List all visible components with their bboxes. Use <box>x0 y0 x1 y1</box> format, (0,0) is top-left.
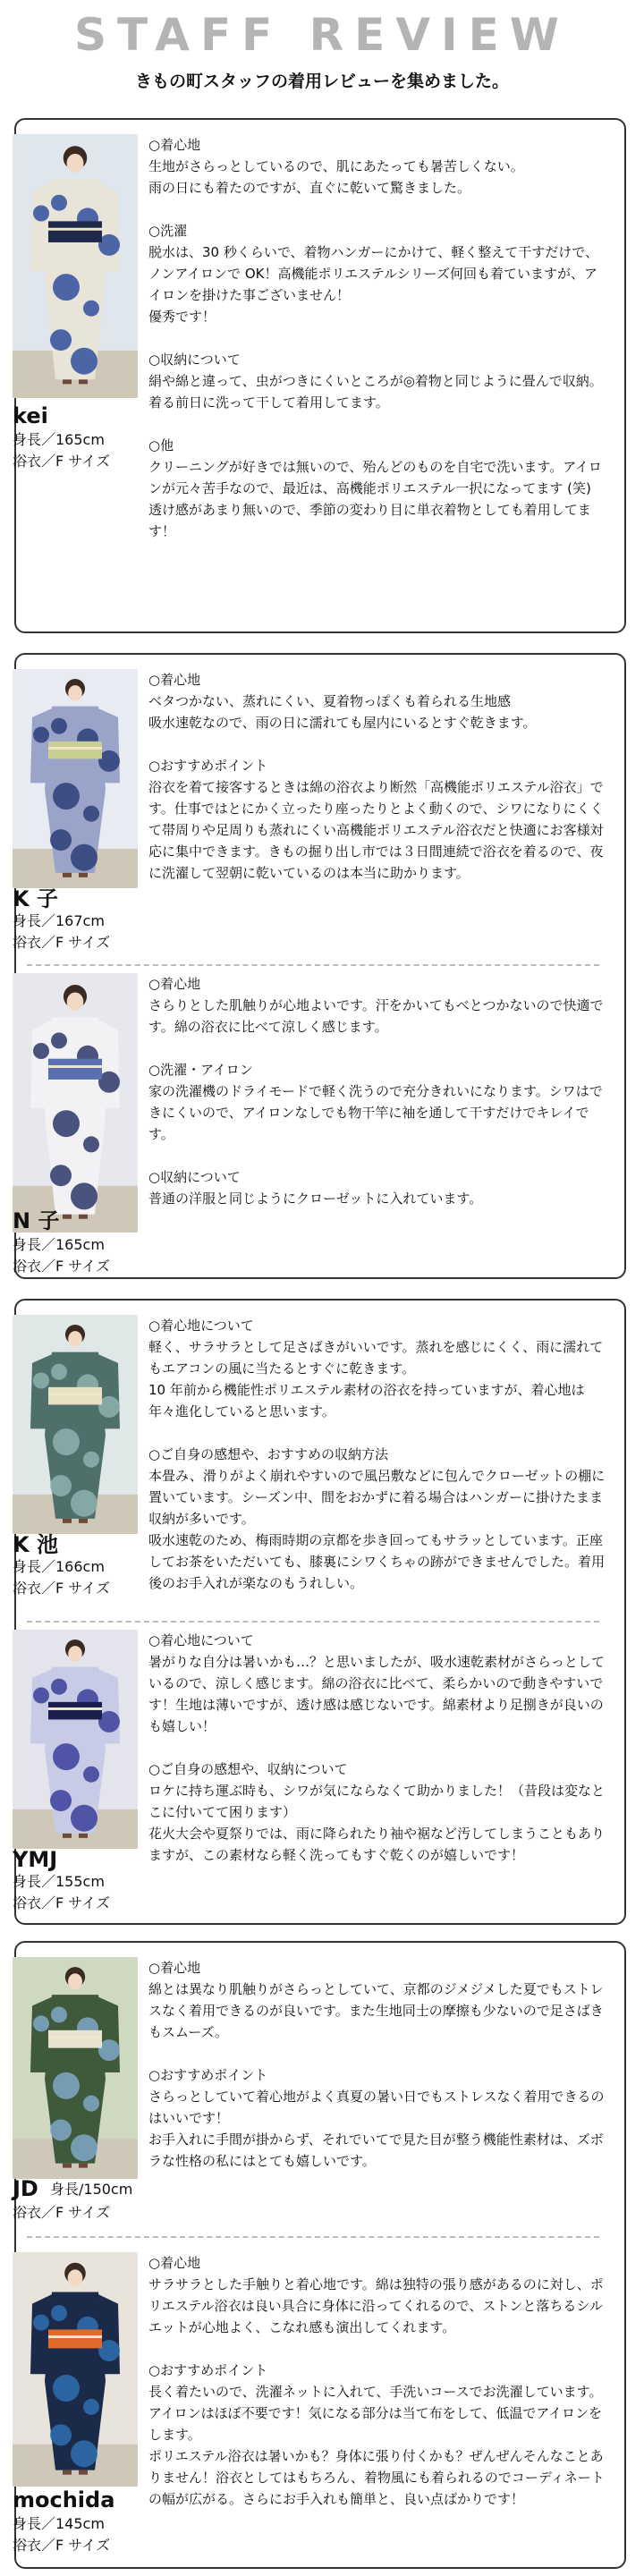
staff-name: JD <box>13 2176 38 2201</box>
page-subtitle: きもの町スタッフの着用レビューを集めました。 <box>134 72 509 91</box>
review-section-text: 普通の洋服と同じようにクローゼットに入れています。 <box>148 1191 483 1207</box>
review-section-text: 雨の日にも着たのですが、直ぐに乾いて驚きました。 <box>148 180 471 196</box>
review-section-heading: ○着心地について <box>148 1632 254 1648</box>
review-section-heading: ○ご自身の感想や、おすすめの収納方法 <box>148 1446 388 1462</box>
review-section-heading: ○着心地 <box>148 976 201 992</box>
review-section-text: 花火大会や夏祭りでは、雨に降られたり袖や裾など汚してしまうこともありますが、この素材なら軽く洗ってもすぐ乾くのが嬉しいです！ <box>148 1826 606 1863</box>
review-section-text: 軽く、サラサラとして足さばきがいいです。蒸れを感じにくく、雨に濡れてもエアコンの風に当たるとすぐに乾きます。 <box>148 1339 604 1377</box>
review-section-heading: ○着心地 <box>148 137 201 153</box>
staff-review <box>13 2252 615 2565</box>
review-section-heading: ○洗濯・アイロン <box>148 1062 253 1078</box>
staff-photo <box>13 973 138 1233</box>
review-section-text: サラサラとした手触りと着心地です。綿は独特の張り感があるのに対し、ポリエステル浴衣は良い具合に身体に沿ってくれるので、ストンと落ちるシルエットが心地よく、こなれ感も演出してくれます。 <box>148 2276 604 2335</box>
staff-height: 身長／165cm <box>13 431 105 448</box>
review-section-text: 脱水は、30 秒くらいで、着物ハンガーにかけて、軽く整えて干すだけで、ノンアイロンで OK！高機能ポリエステルシリーズ何回も着ていますが、アイロンを掛けた事ございません！ <box>148 244 598 303</box>
review-section-heading: ○収納について <box>148 352 241 368</box>
review-section-text: 透け感があまり無いので、季節の変わり目に単衣着物としても着用してます！ <box>148 502 591 539</box>
staff-name: YMJ <box>13 1847 58 1872</box>
staff-review <box>13 134 615 617</box>
review-section-text: 浴衣を着て接客するときは綿の浴衣より断然「高機能ポリエステル浴衣」です。仕事ではとにかく立ったり座ったりとよく動くので、シワになりにくくて帯周りや足周りも蒸れにくい高機能ポリエステル浴衣だと快適にお客様対応に集中できます。きもの掘り出し市では３日間連続で浴衣を着るので、夜に洗濯して翌朝に乾いているのは本当に助かります。 <box>148 779 604 881</box>
review-section-text: 綿とは異なり肌触りがさらっとしていて、京都のジメジメした夏でもストレスなく着用できるのが良いです。また生地同士の摩擦も少ないので足さばきもスムーズ。 <box>148 1981 604 2040</box>
review-text <box>148 134 609 542</box>
staff-divider <box>27 964 599 966</box>
staff-review <box>13 669 615 955</box>
staff-review <box>13 1957 615 2225</box>
review-section-text: 本畳み、滑りがよく崩れやすいので風呂敷などに包んでクローゼットの棚に置いています。シーズン中、間をおかずに着る場合はハンガーに掛けたまま収納が多いです。 <box>148 1468 606 1527</box>
staff-height: 身長／165cm <box>13 1236 105 1253</box>
review-section-heading: ○おすすめポイント <box>148 2067 268 2083</box>
review-section-text: ポリエステル浴衣は暑いかも？身体に張り付くかも？ぜんぜんそんなことありません！浴衣としてはもちろん、着物風にも着られるのでコーディネートの幅が広がる。さらにお手入れも簡単と、良い点ばかりです！ <box>148 2448 605 2507</box>
staff-divider <box>27 1621 599 1623</box>
staff-name: mochida <box>13 2487 115 2512</box>
review-section-heading: ○おすすめポイント <box>148 758 268 774</box>
staff-size: 浴衣／F サイズ <box>13 1580 111 1597</box>
review-section-heading: ○着心地 <box>148 672 201 688</box>
review-section-heading: ○収納について <box>148 1169 241 1185</box>
staff-height: 身長／155cm <box>13 1873 105 1890</box>
staff-height: 身長／167cm <box>13 912 105 929</box>
staff-photo <box>13 1630 138 1849</box>
review-section-text: 吸水速乾のため、梅雨時期の京都を歩き回ってもサラッとしています。正座してお茶をいただいても、膝裏にシワくちゃの跡ができませんでした。着用後のお手入れが楽なのもうれしい。 <box>148 1532 606 1591</box>
staff-review <box>13 1630 615 1925</box>
review-section-heading: ○ご自身の感想や、収納について <box>148 1761 348 1777</box>
staff-height: 身長／166cm <box>13 1558 105 1575</box>
staff-review <box>13 973 615 1277</box>
review-section-heading: ○着心地 <box>148 2255 201 2271</box>
staff-photo <box>13 134 138 398</box>
review-section-text: 暑がりな自分は暑いかも…？と思いましたが、吸水速乾素材がさらっとしているので、涼しく感じます。綿の浴衣に比べて、柔らかいので動きやすいです！生地は薄いですが、透け感は感じないです。綿素材より足捌きが良いのも嬉しい！ <box>148 1654 606 1734</box>
review-text <box>148 1957 609 2172</box>
review-text <box>148 2252 609 2510</box>
review-section-heading: ○おすすめポイント <box>148 2362 268 2378</box>
review-section-text: お手入れに手間が掛からず、それでいてで見た目が整う機能性素材は、ズボラな性格の私にはとても嬉しいです。 <box>148 2131 604 2169</box>
review-section-text: ロケに持ち運ぶ時も、シワが気にならなくて助かりました！（昔段は変なとこに付いてて困ります） <box>148 1783 606 1820</box>
review-section-text: さらっとしていて着心地がよく真夏の暑い日でもストレスなく着用できるのはいいです！ <box>148 2089 605 2126</box>
staff-photo <box>13 1957 138 2179</box>
review-section-heading: ○着心地 <box>148 1960 201 1976</box>
review-section-text: 長く着たいので、洗濯ネットに入れて、手洗いコースでお洗濯しています。アイロンはほぼ不要です！気になる部分は当て布をして、低温でアイロンをします。 <box>148 2384 603 2443</box>
review-section-text: ベタつかない、蒸れにくい、夏着物っぽくも着られる生地感 <box>148 693 512 709</box>
staff-photo <box>13 669 138 888</box>
page-title: STAFF REVIEW <box>74 9 570 61</box>
review-section-text: 10 年前から機能性ポリエステル素材の浴衣を持っていますが、着心地は年々進化していると思います。 <box>148 1382 585 1419</box>
staff-name: N 子 <box>13 1208 60 1233</box>
review-text <box>148 1315 609 1594</box>
staff-divider <box>27 2236 599 2238</box>
staff-size: 浴衣／F サイズ <box>13 1258 111 1275</box>
staff-size: 浴衣／F サイズ <box>13 2537 111 2554</box>
staff-size: 浴衣／F サイズ <box>13 2204 111 2221</box>
staff-name: K 子 <box>13 886 58 911</box>
staff-review <box>13 1315 615 1610</box>
review-section-text: 家の洗濯機のドライモードで軽く洗うので充分きれいになります。シワはできにくいので、アイロンなしでも物干竿に袖を通して干すだけでキレイです。 <box>148 1083 603 1142</box>
review-section-text: さらりとした肌触りが心地よいです。汗をかいてもべとつかないので快適です。綿の浴衣に比べて涼しく感じます。 <box>148 997 604 1035</box>
review-section-text: 生地がさらっとしているので、肌にあたっても暑苦しくない。 <box>148 158 524 174</box>
staff-height: 身長/150cm <box>50 2181 133 2198</box>
review-text <box>148 1630 609 1866</box>
review-section-text: 優秀です！ <box>148 309 216 325</box>
review-text <box>148 973 609 1209</box>
staff-photo <box>13 2252 138 2487</box>
staff-size: 浴衣／F サイズ <box>13 1894 111 1911</box>
review-section-text: クリーニングが好きでは無いので、殆んどのものを自宅で洗います。アイロンが元々苦手なので、最近は、高機能ポリエステル一択になってます (笑) <box>148 459 602 496</box>
review-section-text: 絹や綿と違って、虫がつきにくいところが◎着物と同じように畳んで収納。着る前日に洗って干して着用してます。 <box>148 373 603 411</box>
review-section-heading: ○洗濯 <box>148 223 188 239</box>
staff-height: 身長／145cm <box>13 2515 105 2532</box>
staff-size: 浴衣／F サイズ <box>13 934 111 951</box>
staff-name: K 池 <box>13 1532 58 1557</box>
review-section-text: 吸水速乾なので、雨の日に濡れても屋内にいるとすぐ乾きます。 <box>148 715 537 731</box>
review-section-heading: ○他 <box>148 437 174 453</box>
review-section-heading: ○着心地について <box>148 1318 254 1334</box>
staff-size: 浴衣／F サイズ <box>13 453 111 470</box>
staff-name: kei <box>13 403 48 428</box>
staff-photo <box>13 1315 138 1534</box>
review-text <box>148 669 609 884</box>
